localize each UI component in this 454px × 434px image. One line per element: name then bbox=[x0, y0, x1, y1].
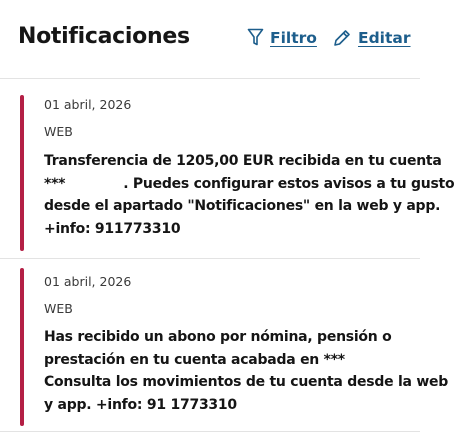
edit-label: Editar bbox=[358, 29, 411, 47]
message-line: *** . Puedes configurar estos avisos a tu gusto bbox=[44, 175, 454, 192]
message-line: y app. +info: 91 1773310 bbox=[44, 397, 237, 414]
notification-date: 01 abril, 2026 bbox=[44, 274, 132, 289]
notification-message bbox=[44, 150, 454, 241]
header bbox=[0, 0, 420, 76]
filter-button[interactable] bbox=[247, 28, 317, 47]
notification-date: 01 abril, 2026 bbox=[44, 97, 132, 112]
notification-channel: WEB bbox=[44, 301, 73, 316]
message-line: desde el apartado "Notificaciones" en la web y app. bbox=[44, 198, 441, 215]
message-line: +info: 911773310 bbox=[44, 221, 181, 238]
message-line: prestación en tu cuenta acabada en *** bbox=[44, 351, 345, 368]
message-line: Transferencia de 1205,00 EUR recibida en tu cuenta bbox=[44, 153, 442, 169]
notification-item[interactable] bbox=[0, 259, 449, 434]
message-line: Consulta los movimientos de tu cuenta desde la web bbox=[44, 374, 449, 391]
edit-button[interactable] bbox=[332, 28, 411, 48]
status-bar bbox=[20, 268, 24, 426]
pencil-icon bbox=[332, 28, 358, 48]
funnel-icon bbox=[247, 28, 270, 47]
notification-divider bbox=[0, 431, 420, 432]
filter-label: Filtro bbox=[270, 28, 317, 47]
status-bar bbox=[20, 95, 24, 251]
page-title: Notificaciones bbox=[18, 24, 190, 49]
notification-message bbox=[44, 326, 449, 417]
notification-item[interactable] bbox=[0, 79, 454, 257]
notification-channel: WEB bbox=[44, 124, 73, 139]
masked-account: *** bbox=[44, 175, 66, 192]
message-line: Has recibido un abono por nómina, pensión o bbox=[44, 329, 392, 345]
